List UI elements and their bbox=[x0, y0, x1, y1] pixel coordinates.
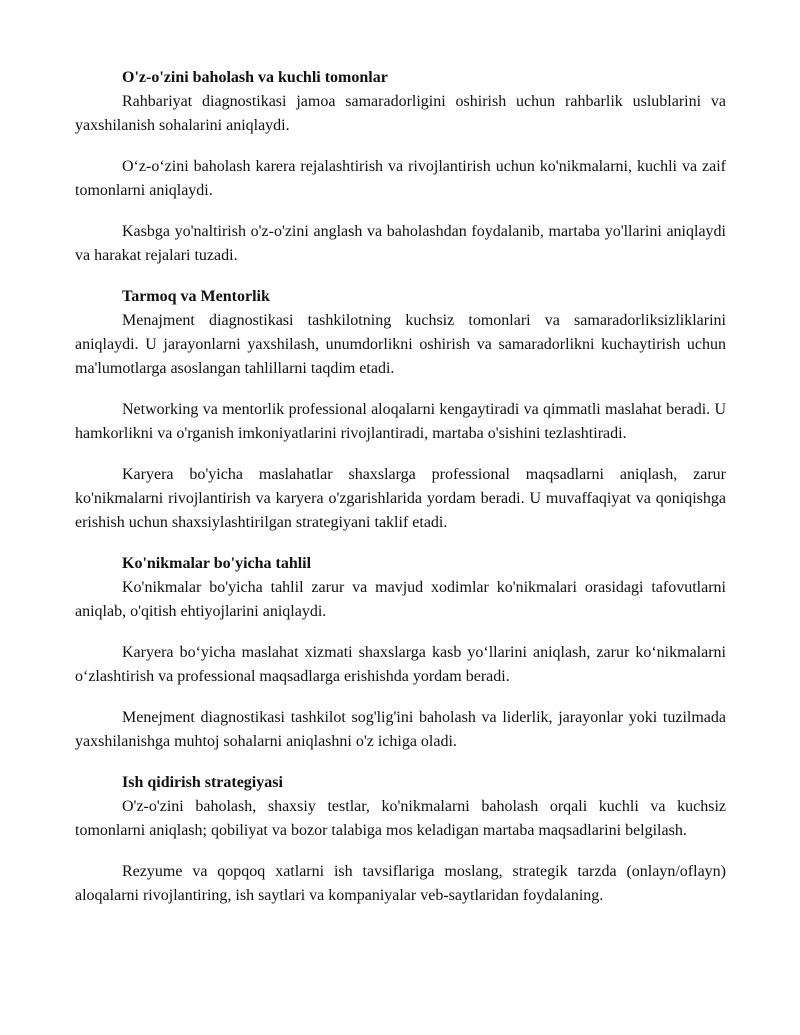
section-networking-mentoring bbox=[75, 285, 726, 535]
paragraph: Menejment diagnostikasi tashkilot sog'lig'ini baholash va liderlik, jarayonlar yoki tuzilmada yaxshilanishga muhtoj sohalarni aniqlashni o'z ichiga oladi. bbox=[75, 709, 726, 750]
paragraph: Networking va mentorlik professional aloqalarni kengaytiradi va qimmatli maslahat beradi. U hamkorlikni va o'rganish imkoniyatlarini rivojlantiradi, martaba o'sishini tezlashtiradi. bbox=[75, 401, 726, 442]
paragraph: Kasbga yo'naltirish o'z-o'zini anglash va baholashdan foydalanib, martaba yo'llarini aniqlaydi va harakat rejalari tuzadi. bbox=[75, 223, 726, 264]
paragraph: Rezyume va qopqoq xatlarni ish tavsiflariga moslang, strategik tarzda (onlayn/oflayn) aloqalarni rivojlantiring, ish saytlari va kompaniyalar veb-saytlaridan foydalaning. bbox=[75, 863, 726, 904]
paragraph: Menajment diagnostikasi tashkilotning kuchsiz tomonlari va samaradorliksizliklarini aniqlaydi. U jarayonlarni yaxshilash, unumdorlikni oshirish va samaradorlikni kuchaytirish uchun ma'lumotlarga asoslangan tahlillarni taqdim etadi. bbox=[75, 312, 726, 377]
paragraph: O'z-o'zini baholash, shaxsiy testlar, ko'nikmalarni baholash orqali kuchli va kuchsiz tomonlarni aniqlash; qobiliyat va bozor talabiga mos keladigan martaba maqsadlarini belgilash. bbox=[75, 798, 726, 839]
paragraph: Karyera bo'yicha maslahatlar shaxslarga professional maqsadlarni aniqlash, zarur ko'nikmalarni rivojlantirish va karyera o'zgarishlarida yordam beradi. U muvaffaqiyat va qoniqishga erishish uchun shaxsiylashtirilgan strategiyani taklif etadi. bbox=[75, 466, 726, 531]
section-heading: Ish qidirish strategiyasi bbox=[122, 774, 283, 791]
section-skills-analysis bbox=[75, 552, 726, 754]
section-heading: Tarmoq va Mentorlik bbox=[122, 288, 270, 305]
paragraph: Karyera bo‘yicha maslahat xizmati shaxslarga kasb yo‘llarini aniqlash, zarur ko‘nikmalarni o‘zlashtirish va professional maqsadlarga erishishda yordam beradi. bbox=[75, 644, 726, 685]
section-heading: Ko'nikmalar bo'yicha tahlil bbox=[122, 555, 312, 572]
section-self-assessment bbox=[75, 66, 726, 268]
section-heading: O'z-o'zini baholash va kuchli tomonlar bbox=[122, 69, 388, 86]
paragraph: O‘z-o‘zini baholash karera rejalashtirish va rivojlantirish uchun ko'nikmalarni, kuchli va zaif tomonlarni aniqlaydi. bbox=[75, 158, 726, 199]
paragraph: Rahbariyat diagnostikasi jamoa samaradorligini oshirish uchun rahbarlik uslublarini va yaxshilanish sohalarini aniqlaydi. bbox=[75, 93, 726, 134]
paragraph: Ko'nikmalar bo'yicha tahlil zarur va mavjud xodimlar ko'nikmalari orasidagi tafovutlarni aniqlab, o'qitish ehtiyojlarini aniqlaydi. bbox=[75, 579, 726, 620]
document-page bbox=[75, 66, 726, 925]
section-job-search-strategy bbox=[75, 771, 726, 908]
